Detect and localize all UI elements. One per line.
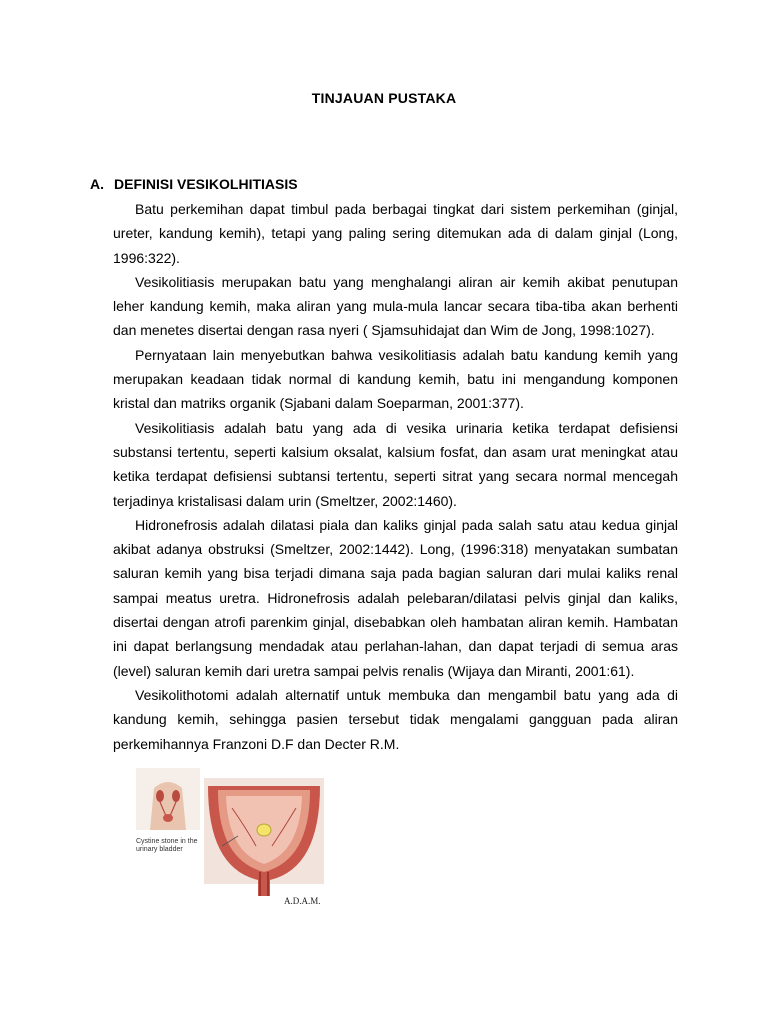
paragraph: Batu perkemihan dapat timbul pada berbagai tingkat dari sistem perkemihan (ginjal, ureter, kandung kemih), tetapi yang paling sering ditemukan ada di dalam ginjal (Long, 1996:322). [113,201,678,266]
bladder-cross-section-image [204,778,324,896]
section-heading [90,176,298,192]
figure-caption: Cystine stone in the urinary bladder [136,838,198,853]
paragraph: Hidronefrosis adalah dilatasi piala dan kaliks ginjal pada salah satu atau kedua ginjal akibat adanya obstruksi (Smeltzer, 2002:1442). Long, (1996:318) menyatakan sumbatan saluran kemih yang bisa terjadi dimana saja pada bagian saluran dari mulai kaliks renal sampai meatus uretra. Hidronefrosis adalah pelebaran/dilatasi pelvis ginjal dan kaliks, disertai dengan atrofi parenkim ginjal, disebabkan oleh hambatan aliran kemih. Hambatan ini dapat berlangsung mendadak atau perlahan-lahan, dan dapat terjadi di semua aras (level) saluran kemih dari uretra sampai pelvis renalis (Wijaya dan Miranti, 2001:61). [113,516,678,679]
body-inset-image [136,768,200,830]
section-heading-text: DEFINISI VESIKOLHITIASIS [114,176,298,192]
paragraph: Pernyataan lain menyebutkan bahwa vesikolitiasis adalah batu kandung kemih yang merupakan keadaan tidak normal di kandung kemih, batu ini mengandung komponen kristal dan matriks organik (Sjabani dalam Soeparman, 2001:377). [113,346,678,412]
page-title: TINJAUAN PUSTAKA [311,90,457,106]
adam-watermark: A.D.A.M. [284,896,321,906]
paragraph: Vesikolithotomi adalah alternatif untuk membuka dan mengambil batu yang ada di kandung kemih, sehingga pasien tersebut tidak mengalami gangguan pada aliran perkemihannya Franzoni D.F dan Decter R.M. [113,686,678,752]
body-text [113,197,678,756]
paragraph: Vesikolitiasis merupakan batu yang menghalangi aliran air kemih akibat penutupan leher kandung kemih, maka aliran yang mula-mula lancar secara tiba-tiba akan berhenti dan menetes disertai dengan rasa nyeri ( Sjamsuhidajat dan Wim de Jong, 1998:1027). [113,273,678,339]
section-number: A. [90,176,104,192]
paragraph: Vesikolitiasis adalah batu yang ada di vesika urinaria ketika terdapat defisiensi substansi tertentu, seperti kalsium oksalat, kalsium fosfat, dan asam urat meningkat atau ketika terdapat defisiensi subtansi tertentu, seperti sitrat yang secara normal mencegah terjadinya kristalisasi dalam urin (Smeltzer, 2002:1460). [113,419,678,509]
